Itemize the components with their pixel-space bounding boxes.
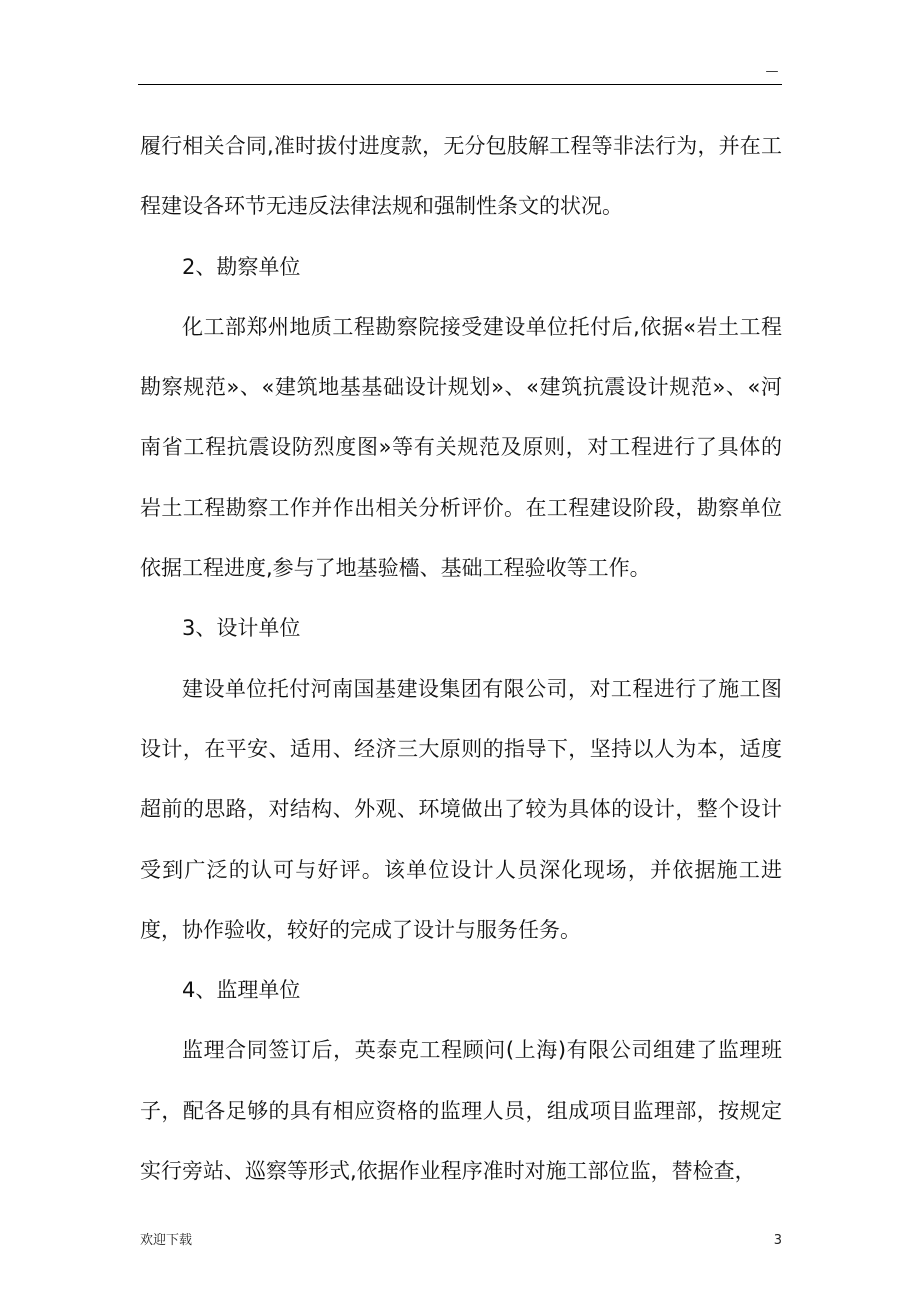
section-heading-survey: 2、勘察单位 xyxy=(182,254,301,279)
header-mark: — xyxy=(765,64,779,79)
paragraph-survey: 化工部郑州地质工程勘察院接受建设单位托付后,依据«岩土工程勘察规范»、«建筑地基基础设计规划»、«建筑抗震设计规范»、«河南省工程抗震设防烈度图»等有关规范及原则，对工程进行了具体的岩土工程勘察工作并作出相关分析评价。在工程建设阶段，勘察单位依据工程进度,参与了地基验檣、基础工程验收等工作。 xyxy=(140,314,782,581)
footer-download-text: 欢迎下载 xyxy=(140,1233,193,1248)
document-body xyxy=(140,116,782,1201)
header-rule xyxy=(138,84,782,85)
paragraph-design: 建设单位托付河南国基建设集团有限公司，对工程进行了施工图设计，在平安、适用、经济三大原则的指导下，坚持以人为本，适度超前的思路，对结构、外观、环境做出了较为具体的设计，整个设计受到广泛的认可与好评。该单位设计人员深化现场，并依据施工进度，协作验收，较好的完成了设计与服务任务。 xyxy=(140,676,782,942)
paragraph-continuation: 履行相关合同,准时拔付进度款，无分包肢解工程等非法行为，并在工程建设各环节无违反法律法规和强制性条文的状况。 xyxy=(140,134,782,219)
page-number: 3 xyxy=(773,1233,782,1248)
section-heading-design: 3、设计单位 xyxy=(182,616,301,641)
section-heading-supervision: 4、监理单位 xyxy=(182,978,301,1003)
paragraph-supervision: 监理合同签订后，英泰克工程顾问(上海)有限公司组建了监理班子，配各足够的具有相应资格的监理人员，组成项目监理部，按规定实行旁站、巡察等形式,依据作业程序准时对施工部位监，替检查， xyxy=(140,1038,782,1184)
